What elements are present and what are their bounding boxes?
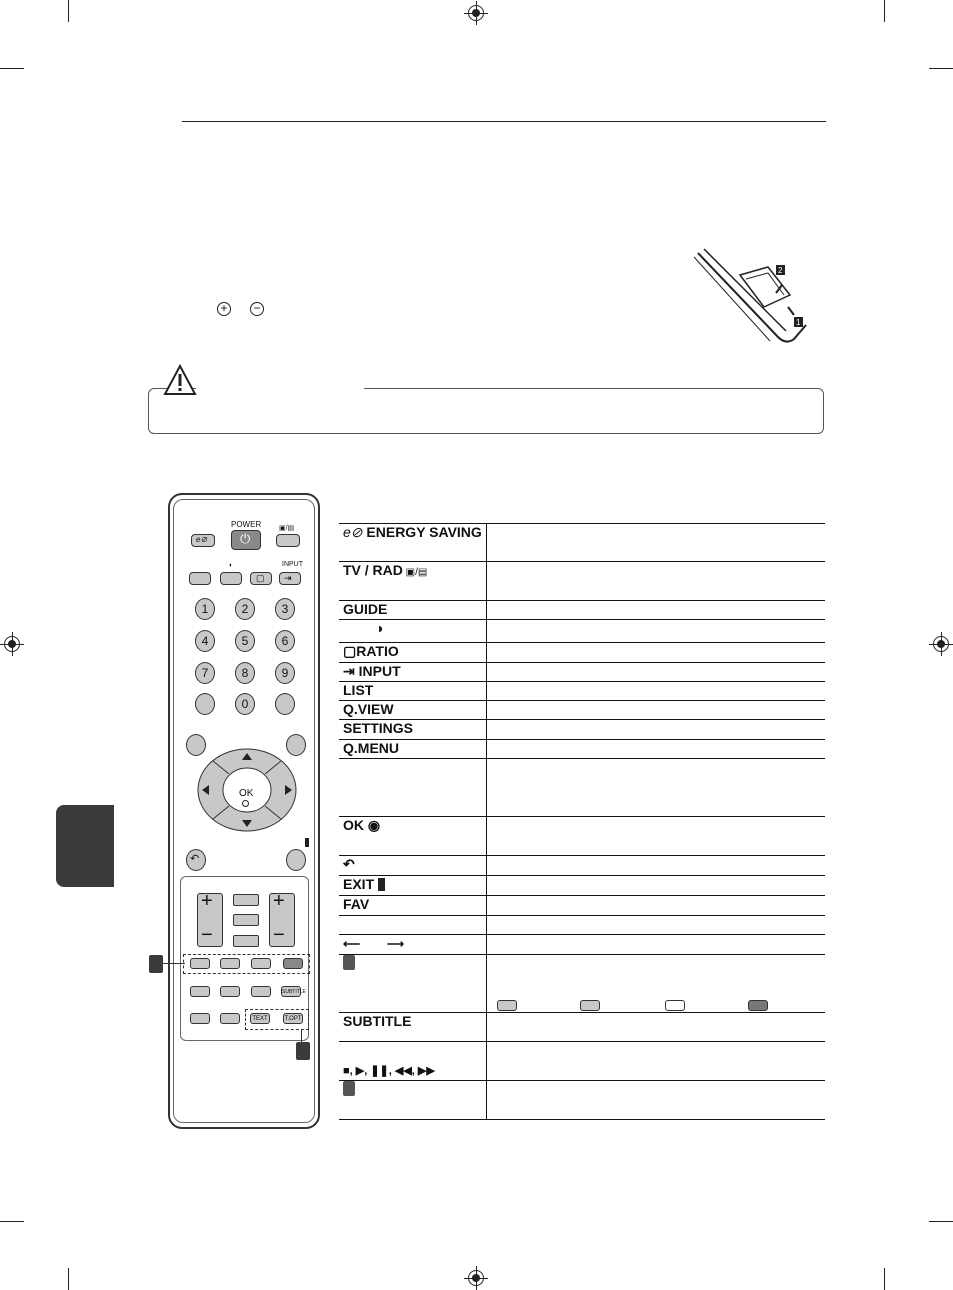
header-rule [182,121,826,122]
page-arrows-icon: ⟵ ⟶ [343,937,405,951]
av-mode-button[interactable] [220,572,242,585]
exit-button[interactable] [286,849,306,871]
input-icon: ⇥ [343,663,359,679]
desc-cell [487,663,826,682]
table-row [339,1042,825,1081]
table-row [339,663,825,682]
back-arrow-icon: ↶ [343,856,355,872]
desc-cell [487,1042,826,1081]
number-button-5[interactable]: 5 [235,630,255,652]
power-icon: ⏻ [240,531,251,546]
desc-cell [487,701,826,720]
key-cell [339,759,487,817]
desc-cell [487,759,826,817]
ok-label: OK [239,788,254,799]
back-arrow-icon: ↶ [190,853,200,865]
svg-text:1: 1 [796,318,801,327]
q-view-button[interactable] [275,693,295,715]
table-row [339,916,825,935]
table-row [339,562,825,601]
text-button[interactable]: TEXT [250,1013,270,1024]
blue-key-icon [748,1000,768,1011]
power-symbol-icon: ◑ [375,620,384,636]
number-button-8[interactable]: 8 [235,662,255,684]
red-button[interactable] [190,958,210,969]
desc-cell [487,720,826,740]
guide-lower-button[interactable] [233,914,259,926]
eco-icon: e⊘ [343,524,367,540]
desc-cell [487,1081,826,1120]
volume-minus-icon: − [201,924,213,946]
fav-button[interactable] [233,894,259,906]
registration-mark-top [468,5,484,21]
key-cell: Q.VIEW [339,701,487,720]
desc-cell [487,955,826,1013]
table-row [339,817,825,856]
red-key-icon [497,1000,517,1011]
playback-icons: ■, ▶, ❚❚, ◀◀, ▶▶ [343,1065,435,1077]
number-button-9[interactable]: 9 [275,662,295,684]
table-row [339,601,825,620]
registration-mark-bottom [468,1270,484,1286]
ratio-icon: ▢ [343,643,357,659]
number-button-4[interactable]: 4 [195,630,215,652]
number-button-2[interactable]: 2 [235,598,255,620]
av-mode-icon: ◐ [229,562,234,569]
channel-minus-icon: − [273,924,285,946]
ratio-icon: ▢ [256,573,265,583]
table-row [339,620,825,643]
fast-forward-button[interactable] [220,1013,240,1024]
yellow-button[interactable] [251,958,271,969]
key-cell: ▢RATIO [339,643,487,663]
yellow-key-icon [665,1000,685,1011]
guide-button[interactable] [189,572,211,585]
channel-plus-icon: + [273,890,285,912]
green-button[interactable] [220,958,240,969]
exit-icon [305,838,309,847]
ok-dot-icon [242,800,249,807]
list-button[interactable] [195,693,215,715]
pause-button[interactable] [251,986,271,997]
minus-polarity-icon: − [250,302,264,316]
exit-icon [378,878,385,891]
desc-cell [487,935,826,955]
key-cell: SETTINGS [339,720,487,740]
key-cell [339,1042,487,1081]
key-cell: TV / RAD ▣/▤ [339,562,487,601]
volume-plus-icon: + [201,890,213,912]
chapter-tab [56,805,114,887]
key-cell: EXIT [339,876,487,896]
key-cell: Q.MENU [339,740,487,759]
desc-cell [487,817,826,856]
table-row [339,876,825,896]
key-cell [339,916,487,935]
desc-cell [487,524,826,562]
desc-cell [487,562,826,601]
input-icon: ⇥ [284,573,292,583]
table-row [339,720,825,740]
key-cell [339,856,487,876]
callout-1-icon [149,955,163,973]
green-key-icon [580,1000,600,1011]
desc-cell [487,643,826,663]
desc-cell [487,896,826,916]
table-row [339,1013,825,1042]
callout-2-icon [343,1081,355,1096]
desc-cell [487,740,826,759]
tv-radio-icon: ▣/▤ [402,567,428,578]
play-button[interactable] [220,986,240,997]
callout-1-icon [343,955,355,970]
table-row [339,701,825,720]
callout-2-icon [296,1042,310,1060]
t-opt-button[interactable]: T.OPT [283,1013,303,1024]
blue-button[interactable] [283,958,303,969]
key-cell: ⇥ INPUT [339,663,487,682]
key-cell [339,955,487,1013]
table-row [339,856,825,876]
number-button-3[interactable]: 3 [275,598,295,620]
desc-cell [487,876,826,896]
tv-radio-icon: ▣/▤ [279,525,295,532]
caution-box [148,388,824,434]
desc-cell [487,601,826,620]
registration-mark-right [933,636,949,652]
ok-dot-icon: ◉ [364,817,381,833]
desc-cell [487,856,826,876]
key-cell [339,1081,487,1120]
number-button-6[interactable]: 6 [275,630,295,652]
desc-cell [487,916,826,935]
key-cell [339,620,487,643]
key-cell: FAV [339,896,487,916]
table-row [339,682,825,701]
key-cell: GUIDE [339,601,487,620]
table-row [339,643,825,663]
desc-cell [487,1013,826,1042]
plus-polarity-icon: + [217,302,231,316]
stop-button[interactable] [190,986,210,997]
power-label: POWER [231,520,262,529]
desc-cell [487,682,826,701]
registration-mark-left [4,636,20,652]
warning-icon [163,364,197,396]
input-label: INPUT [282,561,303,568]
rewind-button[interactable] [190,1013,210,1024]
key-cell [339,935,487,955]
key-cell: OK ◉ [339,817,487,856]
number-button-1[interactable]: 1 [195,598,215,620]
subtitle-button[interactable]: SUBTITLE [281,986,301,997]
mute-button[interactable] [233,935,259,947]
key-cell: LIST [339,682,487,701]
remote-key-table [339,523,825,1120]
desc-cell [487,620,826,643]
table-row [339,524,825,562]
table-row [339,935,825,955]
number-button-0[interactable]: 0 [235,693,255,715]
number-button-7[interactable]: 7 [195,662,215,684]
eco-icon: e⊘ [196,535,208,544]
table-row [339,1081,825,1120]
table-row [339,740,825,759]
key-cell: SUBTITLE [339,1013,487,1042]
key-cell: e⊘ ENERGY SAVING [339,524,487,562]
svg-text:2: 2 [778,266,783,275]
table-row [339,896,825,916]
battery-cover-illustration [690,245,810,345]
table-row [339,759,825,817]
tv-radio-button[interactable] [276,534,300,547]
